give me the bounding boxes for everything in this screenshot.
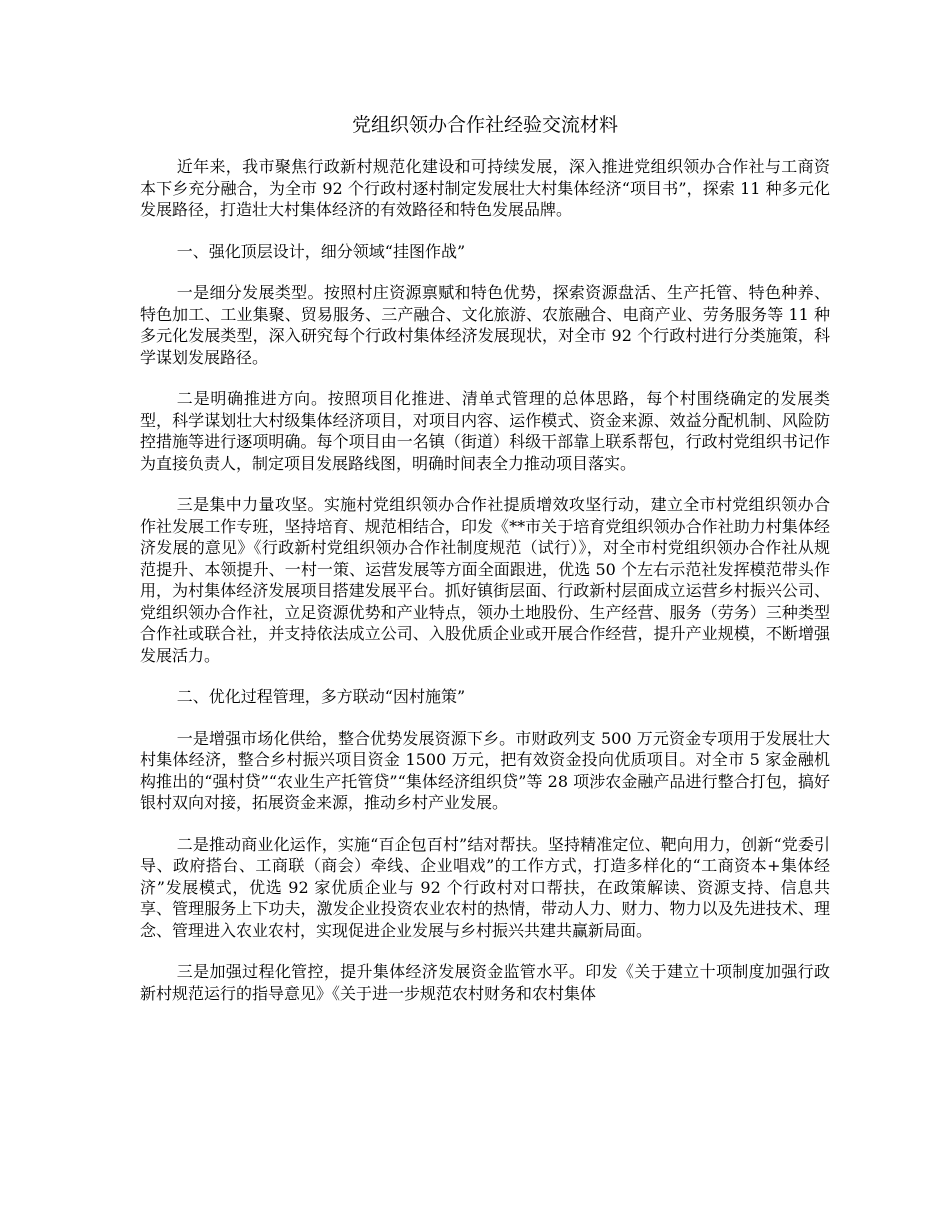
paragraph-1-3: 三是集中力量攻坚。实施村党组织领办合作社提质增效攻坚行动，建立全市村党组织领办合作社发展工作专班，坚持培育、规范相结合，印发《**市关于培育党组织领办合作社助力村集体经济发展的意见》《行政新村党组织领办合作社制度规范（试行）》，对全市村党组织领办合作社从规范提升、本领提升、一村一策、运营发展等方面全面跟进，优选 50 个左右示范社发挥模范带头作用，为村集体经济发展项目搭建发展平台。抓好镇街层面、行政新村层面成立运营乡村振兴公司、党组织领办合作社，立足资源优势和产业特点，领办土地股份、生产经营、服务（劳务）三种类型合作社或联合社，并支持依法成立公司、入股优质企业或开展合作经营，提升产业规模，不断增强发展活力。 [140, 495, 830, 665]
paragraph-1-2: 二是明确推进方向。按照项目化推进、清单式管理的总体思路，每个村围绕确定的发展类型，科学谋划壮大村级集体经济项目，对项目内容、运作模式、资金来源、效益分配机制、风险防控措施等进行逐项明确。每个项目由一名镇（街道）科级干部靠上联系帮包，行政村党组织书记作为直接负责人，制定项目发展路线图，明确时间表全力推动项目落实。 [140, 389, 830, 473]
intro-paragraph: 近年来，我市聚焦行政新村规范化建设和可持续发展，深入推进党组织领办合作社与工商资本下乡充分融合，为全市 92 个行政村逐村制定发展壮大村集体经济“项目书”，探索 11 种多元化发展路径，打造壮大村集体经济的有效路径和特色发展品牌。 [140, 157, 830, 219]
paragraph-2-2: 二是推动商业化运作，实施“百企包百村”结对帮扶。坚持精准定位、靶向用力，创新“党委引导、政府搭台、工商联（商会）牵线、企业唱戏”的工作方式，打造多样化的“工商资本+集体经济”发展模式，优选 92 家优质企业与 92 个行政村对口帮扶，在政策解读、资源支持、信息共享、管理服务上下功夫，激发企业投资农业农村的热情，带动人力、财力、物力以及先进技术、理念、管理进入农业农村，实现促进企业发展与乡村振兴共建共赢新局面。 [140, 834, 830, 940]
section-heading-1: 一、强化顶层设计，细分领域“挂图作战” [176, 241, 466, 261]
paragraph-2-1: 一是增强市场化供给，整合优势发展资源下乡。市财政列支 500 万元资金专项用于发展壮大村集体经济，整合乡村振兴项目资金 1500 万元，把有效资金投向优质项目。对全市 5 家金融机构推出的“强村贷”“农业生产托管贷”“集体经济组织贷”等 28 项涉农金融产品进行整合打包，搞好银村双向对接，拓展资金来源，推动乡村产业发展。 [140, 728, 830, 812]
document-page [140, 112, 830, 1024]
section-heading-2: 二、优化过程管理，多方联动“因村施策” [176, 687, 466, 706]
paragraph-1-1: 一是细分发展类型。按照村庄资源禀赋和特色优势，探索资源盘活、生产托管、特色种养、特色加工、工业集聚、贸易服务、三产融合、文化旅游、农旅融合、电商产业、劳务服务等 11 种多元化发展类型，深入研究每个行政村集体经济发展现状，对全市 92 个行政村进行分类施策，科学谋划发展路径。 [140, 283, 830, 367]
paragraph-2-3: 三是加强过程化管控，提升集体经济发展资金监管水平。印发《关于建立十项制度加强行政新村规范运行的指导意见》《关于进一步规范农村财务和农村集体 [140, 962, 830, 1003]
document-title: 党组织领办合作社经验交流材料 [351, 114, 618, 136]
